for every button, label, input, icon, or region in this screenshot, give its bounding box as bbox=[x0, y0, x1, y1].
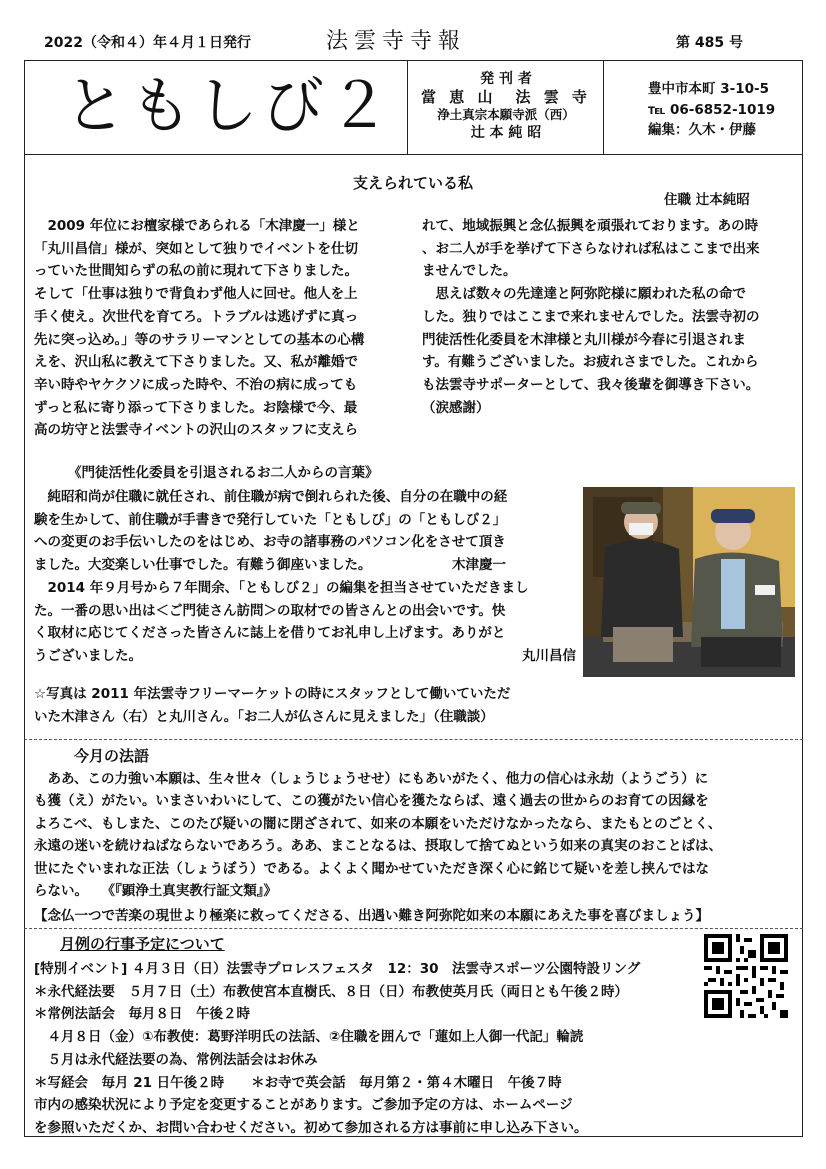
event-line: ＊写経会 毎月 21 日午後２時 ＊お寺で英会話 毎月第２・第４木曜日 午後７時 bbox=[34, 1074, 562, 1091]
text-line-content: ました。大変楽しい仕事でした。有難う御座いました。 bbox=[34, 557, 372, 574]
text-line: 「丸川昌信」様が、突如として独りでイベントを仕切 bbox=[34, 240, 358, 257]
article-column-right bbox=[422, 215, 804, 419]
signature-marukawa: 丸川昌信 bbox=[522, 648, 576, 665]
text-line: ずっと私に寄り添って下さりました。お陰様で今、最 bbox=[34, 399, 358, 416]
text-line: も獲（え）がたい。いまさいわいにして、この獲がたい信心を獲たならば、遠く過去の世からのお育ての因縁を bbox=[34, 793, 709, 810]
text-line: いた木津さん（右）と丸川さん。「お二人が仏さんに見えました」（住職談） bbox=[34, 708, 494, 725]
text-line: 2009 年位にお檀家様であられる「木津慶一」様と bbox=[34, 218, 360, 234]
text-line: 、お二人が手を挙げて下さらなければ私はここまで出来 bbox=[422, 240, 760, 257]
issue-date: 2022（令和４）年４月１日発行 bbox=[44, 35, 251, 51]
text-line: く取材に応じてくださった皆さんに誌上を借りてお礼申し上げます。ありがと bbox=[34, 625, 506, 642]
paper-name: 法雲寺寺報 bbox=[326, 29, 467, 54]
text-line: 門徒活性化委員を木津様と丸川様が今春に引退されま bbox=[422, 331, 746, 348]
qr-code[interactable] bbox=[704, 934, 788, 1018]
text-line: 験を生かして、前住職が手書きで発行していた「ともしび」の「ともしび２」 bbox=[34, 511, 507, 528]
signature-kizu: 木津慶一 bbox=[452, 557, 506, 574]
contact-block bbox=[648, 79, 775, 141]
text-line: も法雲寺サポーターとして、我々後輩を御導き下さい。 bbox=[422, 376, 760, 393]
event-line: ＊常例法話会 毎月８日 午後２時 bbox=[34, 1006, 250, 1023]
dharma-footer: 【念仏一つで苦楽の現世より極楽に救ってくださる、出遇い難き阿弥陀如来の本願にあえた事を喜びましょう】 bbox=[34, 908, 709, 924]
event-line: ＊永代経法要 ５月７日（土）布教使宮本直樹氏、８日（日）布教使英月氏（両日とも午後２時） bbox=[34, 983, 628, 1000]
editors: 編集：久木・伊藤 bbox=[648, 122, 756, 138]
telephone: ℡ 06-6852-1019 bbox=[648, 101, 776, 118]
masthead-divider bbox=[24, 154, 803, 155]
text-line: 辛い時やヤケクソに成った時や、不治の病に成っても bbox=[34, 376, 358, 393]
event-line: ５月は永代経法要の為、常例法話会はお休み bbox=[34, 1051, 318, 1068]
photo-caption bbox=[34, 683, 774, 728]
text-line: 純昭和尚が住職に就任され、前住職が病で倒れられた後、自分の在職中の経 bbox=[34, 489, 508, 505]
article-title: 支えられている私 bbox=[352, 174, 473, 192]
text-line-content: うございました。 bbox=[34, 648, 142, 665]
text-line: ませんでした。 bbox=[422, 263, 517, 280]
temple-name: 當 恵 山 法 雲 寺 bbox=[421, 88, 591, 106]
text-line: よろこべ、もしまた、このたび疑いの闇に閉ざされて、如来の本願をいただけなかったなら、またもとのごとく、 bbox=[34, 815, 722, 832]
text-line: そして「仕事は独りで背負わず他人に回せ。他人を上 bbox=[34, 286, 358, 303]
text-line: 手く使え。次世代を育てろ。トラブルは逃げずに真っ bbox=[34, 308, 359, 325]
text-line bbox=[34, 645, 576, 668]
text-line: 2014 年９月号から７年間余、「ともしび２」の編集を担当させていただきまし bbox=[34, 580, 529, 596]
quote-kizu bbox=[34, 486, 576, 577]
article-author: 住職 辻本純昭 bbox=[664, 192, 750, 208]
text-line bbox=[34, 554, 576, 577]
masthead-column-divider bbox=[603, 60, 604, 154]
text-line: 先に突っ込め。」等のサラリーマンとしての基本の心構 bbox=[34, 331, 365, 348]
address: 豊中市本町 3-10-5 bbox=[648, 81, 769, 97]
event-line: 市内の感染状況により予定を変更することがあります。ご参加予定の方は、ホームページ bbox=[34, 1097, 573, 1114]
quote-marukawa bbox=[34, 577, 576, 668]
text-line: っていた世間知らずの私の前に現れて下さりました。 bbox=[34, 263, 358, 280]
text-line: た。一番の思い出は＜ご門徒さん訪問＞の取材での皆さんとの出会いです。快 bbox=[34, 602, 506, 619]
text-line: 世にたぐいまれな正法（しょうぼう）である。よくよく聞かせていただき深く心に銘じて疑いを差し挟んではな bbox=[34, 860, 709, 877]
priest-name: 辻 本 純 昭 bbox=[470, 125, 542, 141]
dharma-body bbox=[34, 768, 798, 902]
text-line: ああ、この力強い本願は、生々世々（しょうじょうせせ）にもあいがたく、他力の信心は永劫（ようごう）に bbox=[34, 771, 709, 787]
text-line: れて、地域振興と念仏振興を頑張れております。あの時 bbox=[422, 218, 759, 234]
section-divider bbox=[24, 739, 803, 740]
text-line: した。独りではここまで来れませんでした。法雲寺初の bbox=[422, 308, 760, 325]
text-line: えを、沢山私に教えて下さりました。又、私が離婚で bbox=[34, 354, 358, 371]
quotes-title: 《門徒活性化委員を引退されるお二人からの言葉》 bbox=[68, 465, 379, 481]
section-divider bbox=[24, 928, 803, 929]
text-line: 永遠の迷いを続けねばならないであろう。ああ、まことなるは、摂取して捨てぬという如来の真実のおことばは、 bbox=[34, 838, 722, 855]
text-line: への変更のお手伝いしたのをはじめ、お寺の諸事務のパソコン化をさせて頂き bbox=[34, 534, 506, 551]
newsletter-logo: ともしび２ bbox=[64, 69, 395, 142]
publisher-label: 発 刊 者 bbox=[480, 71, 532, 87]
dharma-title: 今月の法語 bbox=[74, 747, 150, 765]
article-column-left bbox=[34, 215, 414, 442]
sect-name: 浄土真宗本願寺派（西） bbox=[437, 107, 575, 122]
text-line: す。有難うございました。お疲れさまでした。これから bbox=[422, 354, 759, 371]
masthead-column-divider bbox=[407, 60, 408, 154]
text-line: （涙感謝） bbox=[422, 399, 490, 416]
text-line: 高の坊守と法雲寺イベントの沢山のスタッフに支えら bbox=[34, 422, 358, 439]
text-line: 思えば数々の先達達と阿弥陀様に願われた私の命で bbox=[422, 286, 746, 303]
text-line: らない。 《『顕浄土真実教行証文類』》 bbox=[34, 883, 277, 900]
events-title: 月例の行事予定について bbox=[60, 935, 225, 953]
event-line: [特別イベント] ４月３日（日）法雲寺プロレスフェスタ 12：30 法雲寺スポーツ公園特設リング bbox=[34, 961, 641, 977]
text-line: ☆写真は 2011 年法雲寺フリーマーケットの時にスタッフとして働いていただ bbox=[34, 686, 511, 702]
event-line: ４月８日（金）①布教使：葛野洋明氏の法話、②住職を囲んで「蓮如上人御一代記」輪読 bbox=[34, 1029, 584, 1046]
staff-photo bbox=[583, 487, 795, 677]
events-body bbox=[34, 958, 794, 1140]
event-line: を参照いただくか、お問い合わせください。初めて参加される方は事前に申し込み下さい。 bbox=[34, 1119, 588, 1136]
publisher-block bbox=[410, 70, 602, 142]
issue-number: 第 485 号 bbox=[676, 35, 743, 51]
staff-photo-illustration bbox=[583, 487, 795, 677]
